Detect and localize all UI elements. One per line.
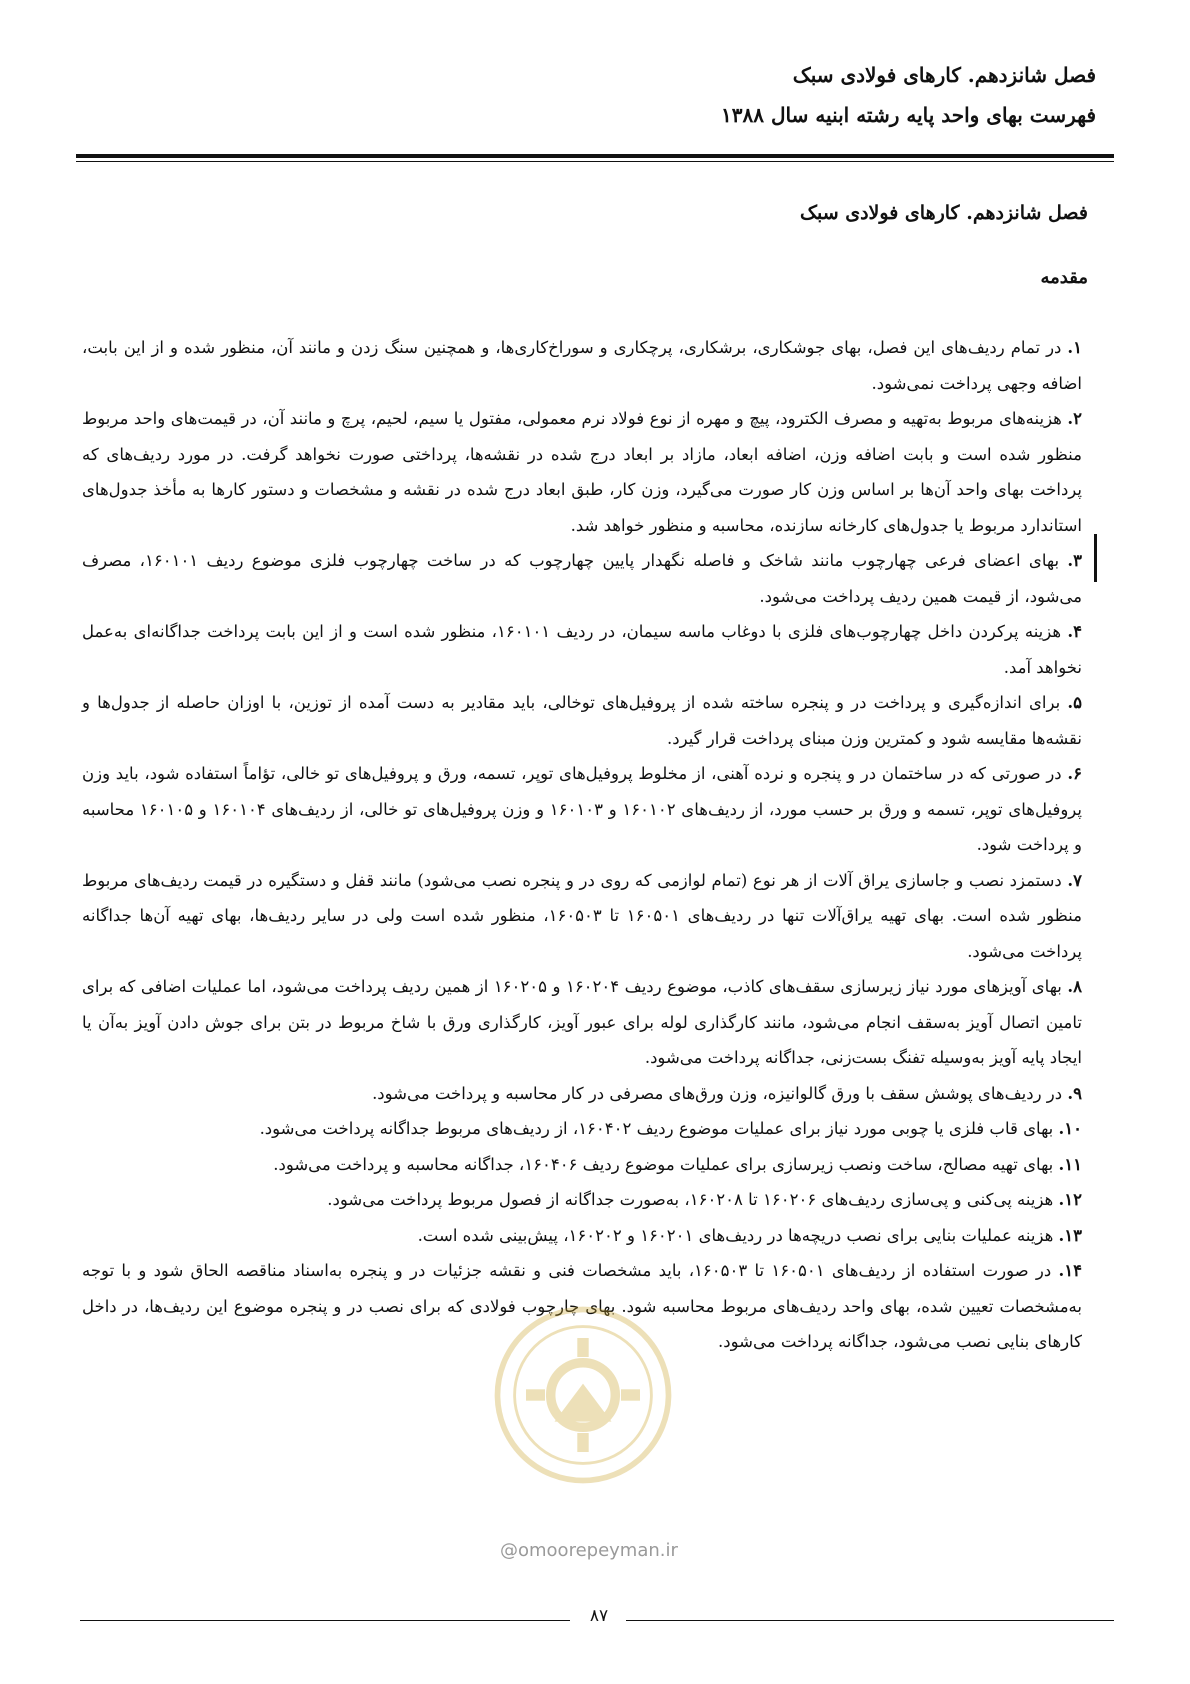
paragraph-text: هزینه پرکردن داخل چهارچوب‌های فلزی با دوغاب ماسه سیمان، در ردیف ۱۶۰۱۰۱، منظور شده است و از این بابت پرداخت جداگانه‌ای به‌عمل نخواهد آمد.: [82, 622, 1082, 677]
paragraph-text: بهای قاب فلزی یا چوبی مورد نیاز برای عملیات موضوع ردیف ۱۶۰۴۰۲، از ردیف‌های مربوط جداگانه پرداخت می‌شود.: [259, 1119, 1059, 1138]
paragraph-1: [82, 330, 1082, 401]
paragraph-number: ۷.: [1067, 870, 1082, 890]
header-rule-thin: [76, 161, 1114, 162]
paragraph-number: ۱۴.: [1058, 1261, 1083, 1280]
paragraph-text: بهای اعضای فرعی چهارچوب مانند شاخک و فاصله نگهدار پایین چهارچوب که در ساخت چهارچوب فلزی موضوع ردیف ۱۶۰۱۰۱، مصرف می‌شود، از قیمت همین ردیف پرداخت می‌شود.: [82, 551, 1082, 606]
paragraph-number: ۶.: [1067, 764, 1082, 783]
paragraph-number: ۱۲.: [1058, 1190, 1082, 1209]
paragraph-text: در ردیف‌های پوشش سقف با ورق گالوانیزه، وزن ورق‌های مصرفی در کار محاسبه و پرداخت می‌شود.: [372, 1083, 1068, 1103]
paragraph-5: [82, 685, 1082, 756]
intro-heading: مقدمه: [1040, 267, 1088, 288]
paragraph-10: [82, 1111, 1082, 1147]
paragraph-number: ۱.: [1067, 338, 1082, 357]
paragraph-7: [82, 863, 1082, 970]
paragraph-text: هزینه‌های مربوط به‌تهیه و مصرف الکترود، پیچ و مهره از نوع فولاد نرم معمولی، مفتول یا سیم، لحیم، پرچ و مانند آن، در قیمت‌های واحد مربوط منظور شده است و بابت اضافه وزن، اضافه ابعاد، مازاد بر ابعاد درج شده در نقشه‌ها، پرداختی صورت نخواهد گرفت. در مورد ردیف‌های که پرداخت بهای واحد آن‌ها بر اساس وزن کار صورت می‌گیرد، وزن کار، طبق ابعاد درج شده در نقشه و مشخصات و دستور کارها به مأخذ جدول‌های استاندارد مربوط یا جدول‌های کارخانه سازنده، محاسبه و منظور خواهد شد.: [82, 409, 1082, 535]
watermark-site-text: @omoorepeyman.ir: [500, 1540, 678, 1561]
paragraph-3: [82, 543, 1082, 614]
paragraph-4: [82, 614, 1082, 685]
paragraph-text: در صورتی که در ساختمان در و پنجره و نرده آهنی، از مخلوط پروفیل‌های توپر، تسمه، ورق و پروفیل‌های تو خالی، تؤاماً استفاده شود، باید وزن پروفیل‌های توپر، تسمه و ورق بر حسب مورد، از ردیف‌های ۱۶۰۱۰۲ و ۱۶۰۱۰۳ و وزن پروفیل‌های تو خالی، از ردیف‌های ۱۶۰۱۰۴ و ۱۶۰۱۰۵ محاسبه و پرداخت شود.: [82, 764, 1082, 854]
paragraph-text: در تمام ردیف‌های این فصل، بهای جوشکاری، برشکاری، پرچکاری و سوراخ‌کاری‌ها، و همچنین سنگ زدن و مانند آن، منظور شده و از این بابت، اضافه وجهی پرداخت نمی‌شود.: [82, 338, 1082, 393]
paragraph-12: [82, 1182, 1082, 1218]
page-number: ۸۷: [589, 1606, 609, 1626]
revision-margin-bar: [1094, 534, 1097, 582]
paragraph-text: هزینه عملیات بنایی برای نصب دریچه‌ها در ردیف‌های ۱۶۰۲۰۱ و ۱۶۰۲۰۲، پیش‌بینی شده است.: [417, 1225, 1059, 1245]
paragraph-number: ۳.: [1067, 551, 1082, 570]
paragraph-8: [82, 969, 1082, 1076]
footer-rule-left: [80, 1620, 570, 1621]
paragraph-number: ۱۱.: [1058, 1154, 1082, 1174]
paragraph-number: ۱۳.: [1058, 1225, 1082, 1245]
paragraph-14: [82, 1253, 1082, 1360]
paragraph-6: [82, 756, 1082, 863]
paragraph-text: دستمزد نصب و جاسازی یراق آلات از هر نوع (تمام لوازمی که روی در و پنجره نصب می‌شود) مانند قفل و دستگیره در قیمت ردیف‌های مربوط منظور شده است. بهای تهیه یراق‌آلات تنها در ردیف‌های ۱۶۰۵۰۱ تا ۱۶۰۵۰۳، منظور شده است ولی در سایر ردیف‌ها، بهای تهیه آن‌ها جداگانه پرداخت می‌شود.: [82, 870, 1083, 961]
paragraph-13: [82, 1218, 1082, 1254]
paragraph-2: [82, 401, 1082, 543]
paragraph-9: [82, 1076, 1082, 1112]
chapter-heading: فصل شانزدهم. کارهای فولادی سبک: [799, 202, 1088, 224]
header-price-list-title: فهرست بهای واحد پایه رشته ابنیه سال ۱۳۸۸: [721, 103, 1096, 127]
running-header: [76, 58, 1096, 132]
paragraph-number: ۴.: [1067, 622, 1082, 641]
paragraph-text: بهای تهیه مصالح، ساخت ونصب زیرسازی برای عملیات موضوع ردیف ۱۶۰۴۰۶، جداگانه محاسبه و پرداخت می‌شود.: [273, 1154, 1059, 1174]
paragraph-text: بهای آویزهای مورد نیاز زیرسازی سقف‌های کاذب، موضوع ردیف ۱۶۰۲۰۴ و ۱۶۰۲۰۵ از همین ردیف پرداخت می‌شود، اما عملیات اضافی که برای تامین اتصال آویز به‌سقف انجام می‌شود، مانند کارگذاری لوله برای عبور آویز، کارگذاری ورق با شاخ مربوط در بتن برای جوش دادن آویز به‌آن یا ایجاد پایه آویز به‌وسیله تفنگ بست‌زنی، جداگانه پرداخت می‌شود.: [82, 977, 1082, 1067]
paragraph-number: ۱۰.: [1058, 1119, 1082, 1138]
paragraph-number: ۸.: [1067, 977, 1083, 996]
paragraph-number: ۵.: [1067, 693, 1082, 712]
paragraph-text: برای اندازه‌گیری و پرداخت در و پنجره ساخته شده از پروفیل‌های توخالی، باید مقادیر به دست آمده از توزین، با اوزان حاصله از جدول‌ها و نقشه‌ها مقایسه شود و کمترین وزن مبنای پرداخت قرار گیرد.: [82, 693, 1082, 748]
body-text: [82, 330, 1082, 1360]
paragraph-text: در صورت استفاده از ردیف‌های ۱۶۰۵۰۱ تا ۱۶۰۵۰۳، باید مشخصات فنی و نقشه جزئیات در و پنجره به‌اسناد مناقصه الحاق شود و با توجه به‌مشخصات تعیین شده، بهای واحد ردیف‌های مربوط محاسبه شود. بهای چارچوب فولادی که برای نصب در و پنجره موضوع این ردیف‌ها، در داخل کارهای بنایی نصب می‌شود، جداگانه پرداخت می‌شود.: [82, 1261, 1082, 1351]
paragraph-number: ۲.: [1067, 409, 1082, 428]
paragraph-11: [82, 1147, 1082, 1183]
header-rule-thick: [76, 154, 1114, 158]
paragraph-number: ۹.: [1067, 1083, 1082, 1103]
paragraph-text: هزینه پی‌کنی و پی‌سازی ردیف‌های ۱۶۰۲۰۶ تا ۱۶۰۲۰۸، به‌صورت جداگانه از فصول مربوط پرداخت می‌شود.: [327, 1190, 1059, 1209]
footer-rule-right: [626, 1620, 1114, 1621]
header-chapter-title: فصل شانزدهم. کارهای فولادی سبک: [792, 63, 1096, 87]
